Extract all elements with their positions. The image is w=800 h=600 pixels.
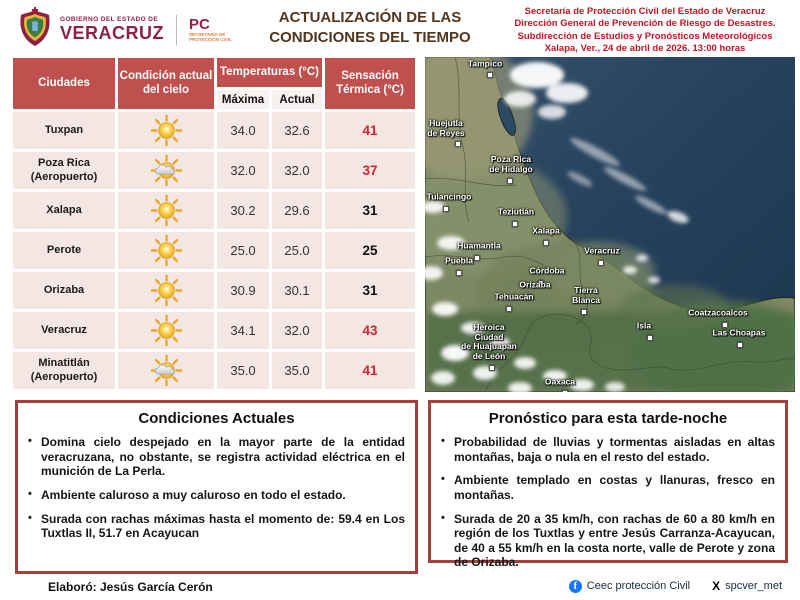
bullet-item: • Ambiente caluroso a muy caluroso en todo el estado. bbox=[24, 488, 405, 503]
bullet-item: • Surada de 20 a 35 km/h, con rachas de 60 a 80 km/h en región de los Tuxtlas y entre Jesús Carranza-Acayucan, de 40 a 55 km/h en la costa norte, valle de Perote y zona de Orizaba. bbox=[437, 512, 775, 571]
col-header-actual: Actual bbox=[272, 90, 322, 109]
col-header-maxima: Máxima bbox=[217, 90, 269, 109]
feels-like: 31 bbox=[325, 272, 415, 309]
social-links bbox=[569, 579, 782, 593]
map-city-marker bbox=[598, 260, 604, 266]
table-row bbox=[13, 192, 415, 229]
temp-max: 35.0 bbox=[217, 352, 269, 389]
twitter-link[interactable] bbox=[712, 579, 782, 593]
weather-icon bbox=[118, 272, 214, 309]
map-city-marker bbox=[489, 365, 495, 371]
feels-like: 41 bbox=[325, 112, 415, 149]
map-city-marker bbox=[506, 306, 512, 312]
map-city-label: Tierra Blanca bbox=[572, 284, 600, 305]
map-city-label: Córdoba bbox=[529, 265, 565, 276]
current-conditions-list bbox=[24, 435, 405, 541]
map-city-label: Isla bbox=[636, 320, 652, 331]
government-logo bbox=[18, 7, 232, 52]
map-city-marker bbox=[512, 221, 518, 227]
feels-like: 41 bbox=[325, 352, 415, 389]
map-city-label: Heroica Ciudad de Huajuapan de León bbox=[461, 321, 517, 361]
map-city-marker bbox=[581, 309, 587, 315]
map-city-label: Huamantla bbox=[457, 240, 501, 251]
veracruz-wordmark: VERACRUZ bbox=[60, 22, 165, 43]
map-city-label: Veracruz bbox=[584, 245, 620, 256]
temp-max: 30.2 bbox=[217, 192, 269, 229]
map-city-label: Huejutla de Reyes bbox=[427, 117, 465, 138]
map-city-label: Oaxaca bbox=[544, 376, 576, 387]
city-name: Perote bbox=[13, 232, 115, 269]
map-city-marker bbox=[487, 72, 493, 78]
map-city-label: Xalapa bbox=[532, 225, 560, 236]
weather-icon bbox=[118, 192, 214, 229]
feels-like: 43 bbox=[325, 312, 415, 349]
temp-max: 25.0 bbox=[217, 232, 269, 269]
map-city-marker bbox=[647, 335, 653, 341]
map-city-marker bbox=[737, 342, 743, 348]
forecast-title: Pronóstico para esta tarde-noche bbox=[488, 410, 728, 427]
title-line2: CONDICIONES DEL TIEMPO bbox=[269, 28, 471, 46]
temp-actual: 29.6 bbox=[272, 192, 322, 229]
table-row bbox=[13, 272, 415, 309]
map-city-label: Las Choapas bbox=[712, 327, 766, 338]
weather-table bbox=[10, 55, 418, 392]
temp-actual: 32.6 bbox=[272, 112, 322, 149]
veracruz-crest-icon bbox=[18, 7, 52, 52]
map-city-label: Teziutlán bbox=[497, 206, 535, 217]
map-city-marker bbox=[538, 280, 544, 286]
table-row bbox=[13, 352, 415, 389]
feels-like: 31 bbox=[325, 192, 415, 229]
map-city-marker bbox=[507, 178, 513, 184]
map-city-marker bbox=[526, 294, 532, 300]
table-row bbox=[13, 232, 415, 269]
map-city-marker bbox=[456, 270, 462, 276]
map-city-label: Orizaba bbox=[519, 279, 551, 290]
map-city-marker bbox=[455, 141, 461, 147]
temp-actual: 32.0 bbox=[272, 152, 322, 189]
current-conditions-title: Condiciones Actuales bbox=[138, 410, 295, 427]
organization-lines bbox=[495, 6, 795, 55]
title-line1: ACTUALIZACIÓN DE LAS bbox=[278, 9, 462, 26]
map-city-label: Tampico bbox=[467, 58, 503, 69]
pc-logo bbox=[189, 17, 232, 43]
temp-actual: 32.0 bbox=[272, 312, 322, 349]
bullet-item: • Probabilidad de lluvias y tormentas aisladas en altas montañas, baja o nula en el resto del estado. bbox=[437, 435, 775, 464]
weather-icon bbox=[118, 152, 214, 189]
map-city-label: Coatzacoalcos bbox=[688, 307, 748, 318]
page-title bbox=[232, 8, 508, 47]
col-header-condicion: Condición actual del cielo bbox=[118, 58, 214, 109]
map-city-label: Tulancingo bbox=[426, 191, 472, 202]
map-city-label: Poza Rica de Hidalgo bbox=[489, 153, 533, 174]
org-datetime: Xalapa, Ver., 24 de abril de 2026. 13:00 horas bbox=[544, 43, 746, 55]
x-icon: X bbox=[712, 579, 721, 593]
logo-divider bbox=[176, 15, 177, 45]
forecast-list bbox=[437, 435, 775, 570]
map-city-label: Puebla bbox=[445, 255, 473, 266]
temp-max: 34.1 bbox=[217, 312, 269, 349]
bullet-item: • Ambiente templado en costas y llanuras, fresco en montañas. bbox=[437, 473, 775, 502]
pc-sub-line2: PROTECCIÓN CIVIL bbox=[189, 37, 232, 42]
facebook-link[interactable] bbox=[569, 580, 690, 593]
org-line2: Dirección General de Prevención de Riesgo de Desastres. bbox=[514, 18, 776, 30]
weather-icon bbox=[118, 312, 214, 349]
table-row bbox=[13, 152, 415, 189]
map-city-marker bbox=[474, 255, 480, 261]
map-city-marker bbox=[443, 206, 449, 212]
temp-actual: 25.0 bbox=[272, 232, 322, 269]
city-name: Tuxpan bbox=[13, 112, 115, 149]
col-header-temperaturas: Temperaturas (°C) bbox=[217, 58, 322, 87]
temp-actual: 35.0 bbox=[272, 352, 322, 389]
twitter-handle: spcver_met bbox=[725, 580, 782, 592]
table-row bbox=[13, 312, 415, 349]
feels-like: 37 bbox=[325, 152, 415, 189]
col-header-ciudades: Ciudades bbox=[13, 58, 115, 109]
map-city-marker bbox=[543, 240, 549, 246]
current-conditions-box bbox=[15, 400, 418, 574]
city-name: Veracruz bbox=[13, 312, 115, 349]
city-name: Minatitlán (Aeropuerto) bbox=[13, 352, 115, 389]
weather-icon bbox=[118, 232, 214, 269]
temp-actual: 30.1 bbox=[272, 272, 322, 309]
pc-wordmark: PC bbox=[189, 15, 210, 33]
temp-max: 30.9 bbox=[217, 272, 269, 309]
map-city-marker bbox=[722, 322, 728, 328]
feels-like: 25 bbox=[325, 232, 415, 269]
temp-max: 32.0 bbox=[217, 152, 269, 189]
weather-icon bbox=[118, 112, 214, 149]
forecast-box bbox=[428, 400, 788, 570]
facebook-icon: f bbox=[569, 580, 582, 593]
col-header-sensacion: Sensación Térmica (°C) bbox=[325, 58, 415, 109]
map-city-label: Tehuacán bbox=[494, 291, 534, 302]
city-name: Orizaba bbox=[13, 272, 115, 309]
city-name: Xalapa bbox=[13, 192, 115, 229]
pc-sub-line1: SECRETARÍA DE bbox=[189, 31, 226, 37]
satellite-map bbox=[425, 57, 795, 392]
weather-icon bbox=[118, 352, 214, 389]
temp-max: 34.0 bbox=[217, 112, 269, 149]
org-line1: Secretaría de Protección Civil del Estado de Veracruz bbox=[524, 6, 766, 17]
table-row bbox=[13, 112, 415, 149]
map-city-marker bbox=[562, 390, 568, 392]
gobierno-line: GOBIERNO DEL ESTADO DE bbox=[60, 16, 159, 24]
author-credit: Elaboró: Jesús García Cerón bbox=[48, 580, 213, 594]
header bbox=[0, 0, 800, 55]
bullet-item: • Surada con rachas máximas hasta el momento de: 59.4 en Los Tuxtlas II, 51.7 en Acayucan bbox=[24, 512, 405, 541]
bullet-item: • Domina cielo despejado en la mayor parte de la entidad veracruzana, no obstante, se registra actividad eléctrica en el munición de La Perla. bbox=[24, 435, 405, 479]
org-line3: Subdirección de Estudios y Pronósticos Meteorológicos bbox=[517, 30, 773, 42]
facebook-handle: Ceec protección Civil bbox=[586, 580, 691, 592]
city-name: Poza Rica (Aeropuerto) bbox=[13, 152, 115, 189]
